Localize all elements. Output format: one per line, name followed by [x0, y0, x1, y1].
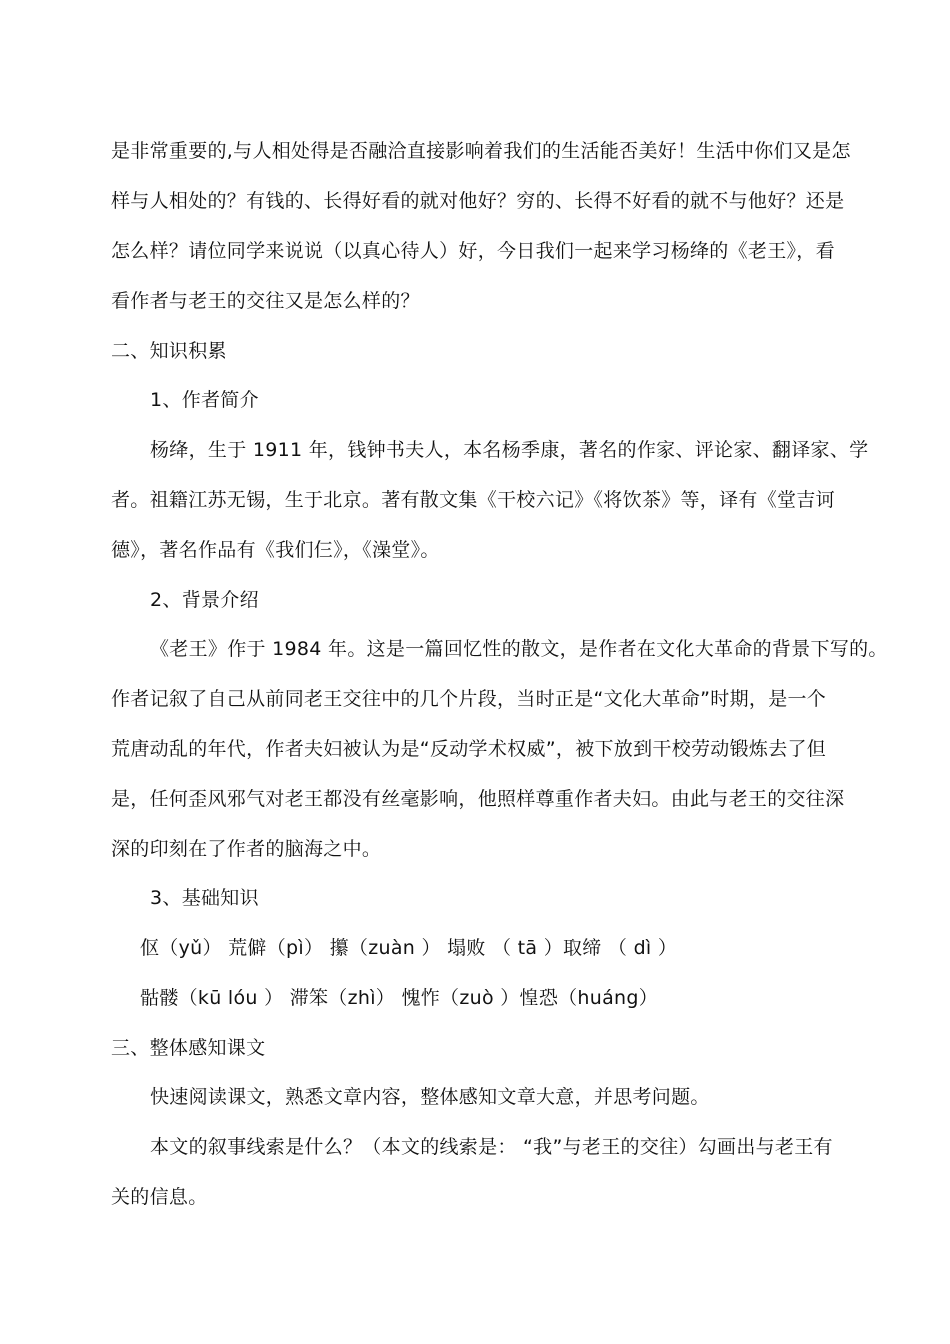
paragraph-line: 关的信息。 [111, 1186, 208, 1208]
vocabulary-line: 骷髅（kū lóu ） 滞笨（zhì） 愧怍（zuò ）惶恐（huáng） [140, 987, 659, 1009]
paragraph-line: 荒唐动乱的年代，作者夫妇被认为是“反动学术权威”，被下放到干校劳动锻炼去了但 [111, 738, 827, 760]
paragraph-line: 本文的叙事线索是什么？（本文的线索是： “我”与老王的交往）勾画出与老王有 [150, 1136, 833, 1158]
paragraph-line: 作者记叙了自己从前同老王交往中的几个片段，当时正是“文化大革命”时期，是一个 [111, 688, 827, 710]
vocabulary-line: 伛（yǔ） 荒僻（pì） 攥（zuàn ） 塌败 （ tā ）取缔 （ dì ） [140, 937, 678, 959]
paragraph-line: 德》，著名作品有《我们仨》，《澡堂》。 [111, 539, 440, 561]
subsection-heading: 1、作者简介 [150, 389, 259, 411]
section-heading: 二、知识积累 [111, 340, 227, 362]
paragraph-line: 快速阅读课文，熟悉文章内容，整体感知文章大意，并思考问题。 [150, 1086, 710, 1108]
paragraph-line: 看作者与老王的交往又是怎么样的？ [111, 290, 420, 312]
subsection-heading: 3、基础知识 [150, 887, 259, 909]
paragraph-line: 怎么样？请位同学来说说（以真心待人）好，今日我们一起来学习杨绛的《老王》，看 [111, 240, 835, 262]
subsection-heading: 2、背景介绍 [150, 589, 259, 611]
paragraph-line: 者。祖籍江苏无锡，生于北京。著有散文集《干校六记》《将饮茶》等，译有《堂吉诃 [111, 489, 835, 511]
paragraph-line: 杨绛，生于 1911 年，钱钟书夫人，本名杨季康，著名的作家、评论家、翻译家、学 [150, 439, 869, 461]
paragraph-line: 《老王》作于 1984 年。这是一篇回忆性的散文，是作者在文化大革命的背景下写的。 [150, 638, 888, 660]
paragraph-line: 是，任何歪风邪气对老王都没有丝毫影响，他照样尊重作者夫妇。由此与老王的交往深 [111, 788, 845, 810]
paragraph-line: 是非常重要的,与人相处得是否融洽直接影响着我们的生活能否美好！生活中你们又是怎 [111, 140, 851, 162]
section-heading: 三、整体感知课文 [111, 1037, 266, 1059]
paragraph-line: 样与人相处的？有钱的、长得好看的就对他好？穷的、长得不好看的就不与他好？还是 [111, 190, 845, 212]
paragraph-line: 深的印刻在了作者的脑海之中。 [111, 838, 382, 860]
